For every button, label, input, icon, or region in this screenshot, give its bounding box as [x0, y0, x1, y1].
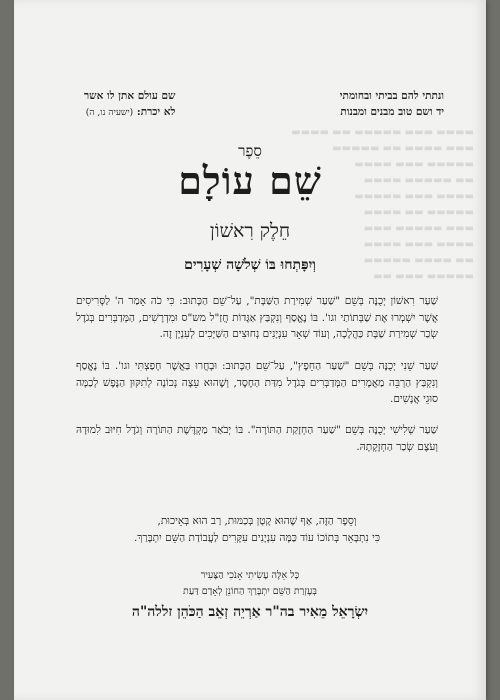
- closing-paragraph: [76, 513, 438, 546]
- credit-line-1: כָּל אֵלֶּה עָשִׂיתִי אָנֹכִי הַצָּעִיר: [200, 570, 300, 581]
- author-name: יִשְׂרָאֵל מֵאִיר בה"ר אַרְיֵה זְאֵב הַכֹּהֵן זללה"ה: [131, 604, 369, 620]
- gates-heading: וְיִפָּתְחוּ בּוֹ שְׁלֹשָׁה שְׁעָרִים: [184, 257, 316, 273]
- motto-right-line2: יד ושם טוב מבנים ומבנות: [340, 106, 444, 118]
- part-title: חֵלֶק רִאשׁוֹן: [209, 220, 291, 242]
- motto-left-line1: שם עולם אתן לו אשר: [84, 90, 176, 102]
- book-page: [14, 0, 486, 700]
- sefer-label: סֵפֶר: [238, 142, 262, 160]
- motto-left-text: לא יכרת:: [136, 106, 176, 118]
- motto-right-line1: ונתתי להם בביתי ובחומתי: [339, 90, 444, 102]
- motto-left-line2: [84, 104, 175, 121]
- paragraph-gate-2: שַׁעַר שֵׁנִי יְכֻנֶּה בְּשֵׁם "שַׁעַר הַחֵפֶץ", עַל־שֵׁם הַכָּתוּב: וּבָחֲרוּ בַּאֲשֶׁר חָפַצְתִּי וגו'. בּוֹ נֶאֱסַף וְנִקְבַּץ הַרְבֵּה מַאֲמָרִים הַמְּדַבְּרִים בְּגֹדֶל מִדַּת הַחֶסֶד, וְשֶׁהוּא עֵצָה נְכוֹנָה לְתִקּוּן הַנֶּפֶשׁ לְכַמָּה סוּגֵי אֲנָשִׁים.: [76, 360, 438, 405]
- bleed-through-text: ▬▬▬▬ ▬▬▬ ▬▬▬▬▬ ▬▬ ▬▬▬▬ ▬▬▬ ▬▬▬▬ ▬▬ ▬▬▬▬▬ ▬▬▬▬▬ ▬▬▬ ▬▬▬▬ ▬▬ ▬▬▬▬▬ ▬▬▬▬ ▬▬▬▬ ▬▬▬ ▬▬▬▬▬ ▬▬▬▬▬ ▬▬ ▬▬▬▬ ▬▬▬ ▬▬▬▬▬ ▬▬▬ ▬▬▬▬ ▬▬▬ ▬▬▬▬ ▬▬ ▬▬▬▬ ▬▬▬▬▬ ▬▬▬▬▬ ▬▬▬ ▬▬: [291, 127, 474, 282]
- paragraph-gate-3: שַׁעַר שְׁלִישִׁי יְכֻנֶּה בְּשֵׁם "שַׁעַר הַחְזָקַת הַתּוֹרָה". בּוֹ יְבֹאַר מַקְדֶּשֶׁת הַתּוֹרָה וְגֹדֶל חִיּוּב לִמוּדָהּ וְעֹצֶם שְׂכַר הַחְזָקָתָהּ.: [76, 424, 438, 453]
- credit-line-2: בְּעֶזְרַת הַשֵּׁם יִתְבָּרַךְ הַחוֹנֵן לְאָדָם דַּעַת: [183, 586, 317, 597]
- closing-line-2: כִּי נִתְבָּאֵר בְּתוֹכוֹ עוֹד כַּמָּה עִנְיָנִים עִקָּרִים לַעֲבוֹדַת הַשֵּׁם יִתְבָּרַךְ.: [133, 531, 381, 544]
- motto-left-source: (ישעיה נו, ה): [85, 108, 134, 118]
- closing-line-1: וְסֵפֶר הַזֶּה, אַף שֶׁהוּא קָטָן בְּכַמּוּת, רַב הוּא בְּאֵיכוּת,: [157, 515, 357, 527]
- book-title: שֵׁם עוֹלָם: [178, 158, 322, 203]
- motto-right: [340, 88, 444, 120]
- motto-left: [84, 88, 175, 121]
- paragraph-gate-1: שַׁעַר רִאשׁוֹן יְכֻנֶּה בְּשֵׁם "שַׁעַר שְׁמִירַת הַשַּׁבָּת", עַל־שֵׁם הַכָּתוּב: כִּי כֹה אָמַר ה' לַסָּרִיסִים אֲשֶׁר יִשְׁמְרוּ אֶת שַׁבְּתוֹתַי וגו'. בּוֹ נֶאֱסַף וְנִקְבַּץ אַגָּדוֹת חֲזַ"ל מש"ס וּמִדְרָשִׁים, הַמְּדַבְּרִים בְּגֹדֶל שְׂכַר שְׁמִירַת שַׁבָּת כַּהֲלָכָה, וְעוֹד שְׁאָר עִנְיָנִים נְחוּצִים הַשַּׁיָּכִים לְעִנְיָן זֶה.: [76, 295, 438, 340]
